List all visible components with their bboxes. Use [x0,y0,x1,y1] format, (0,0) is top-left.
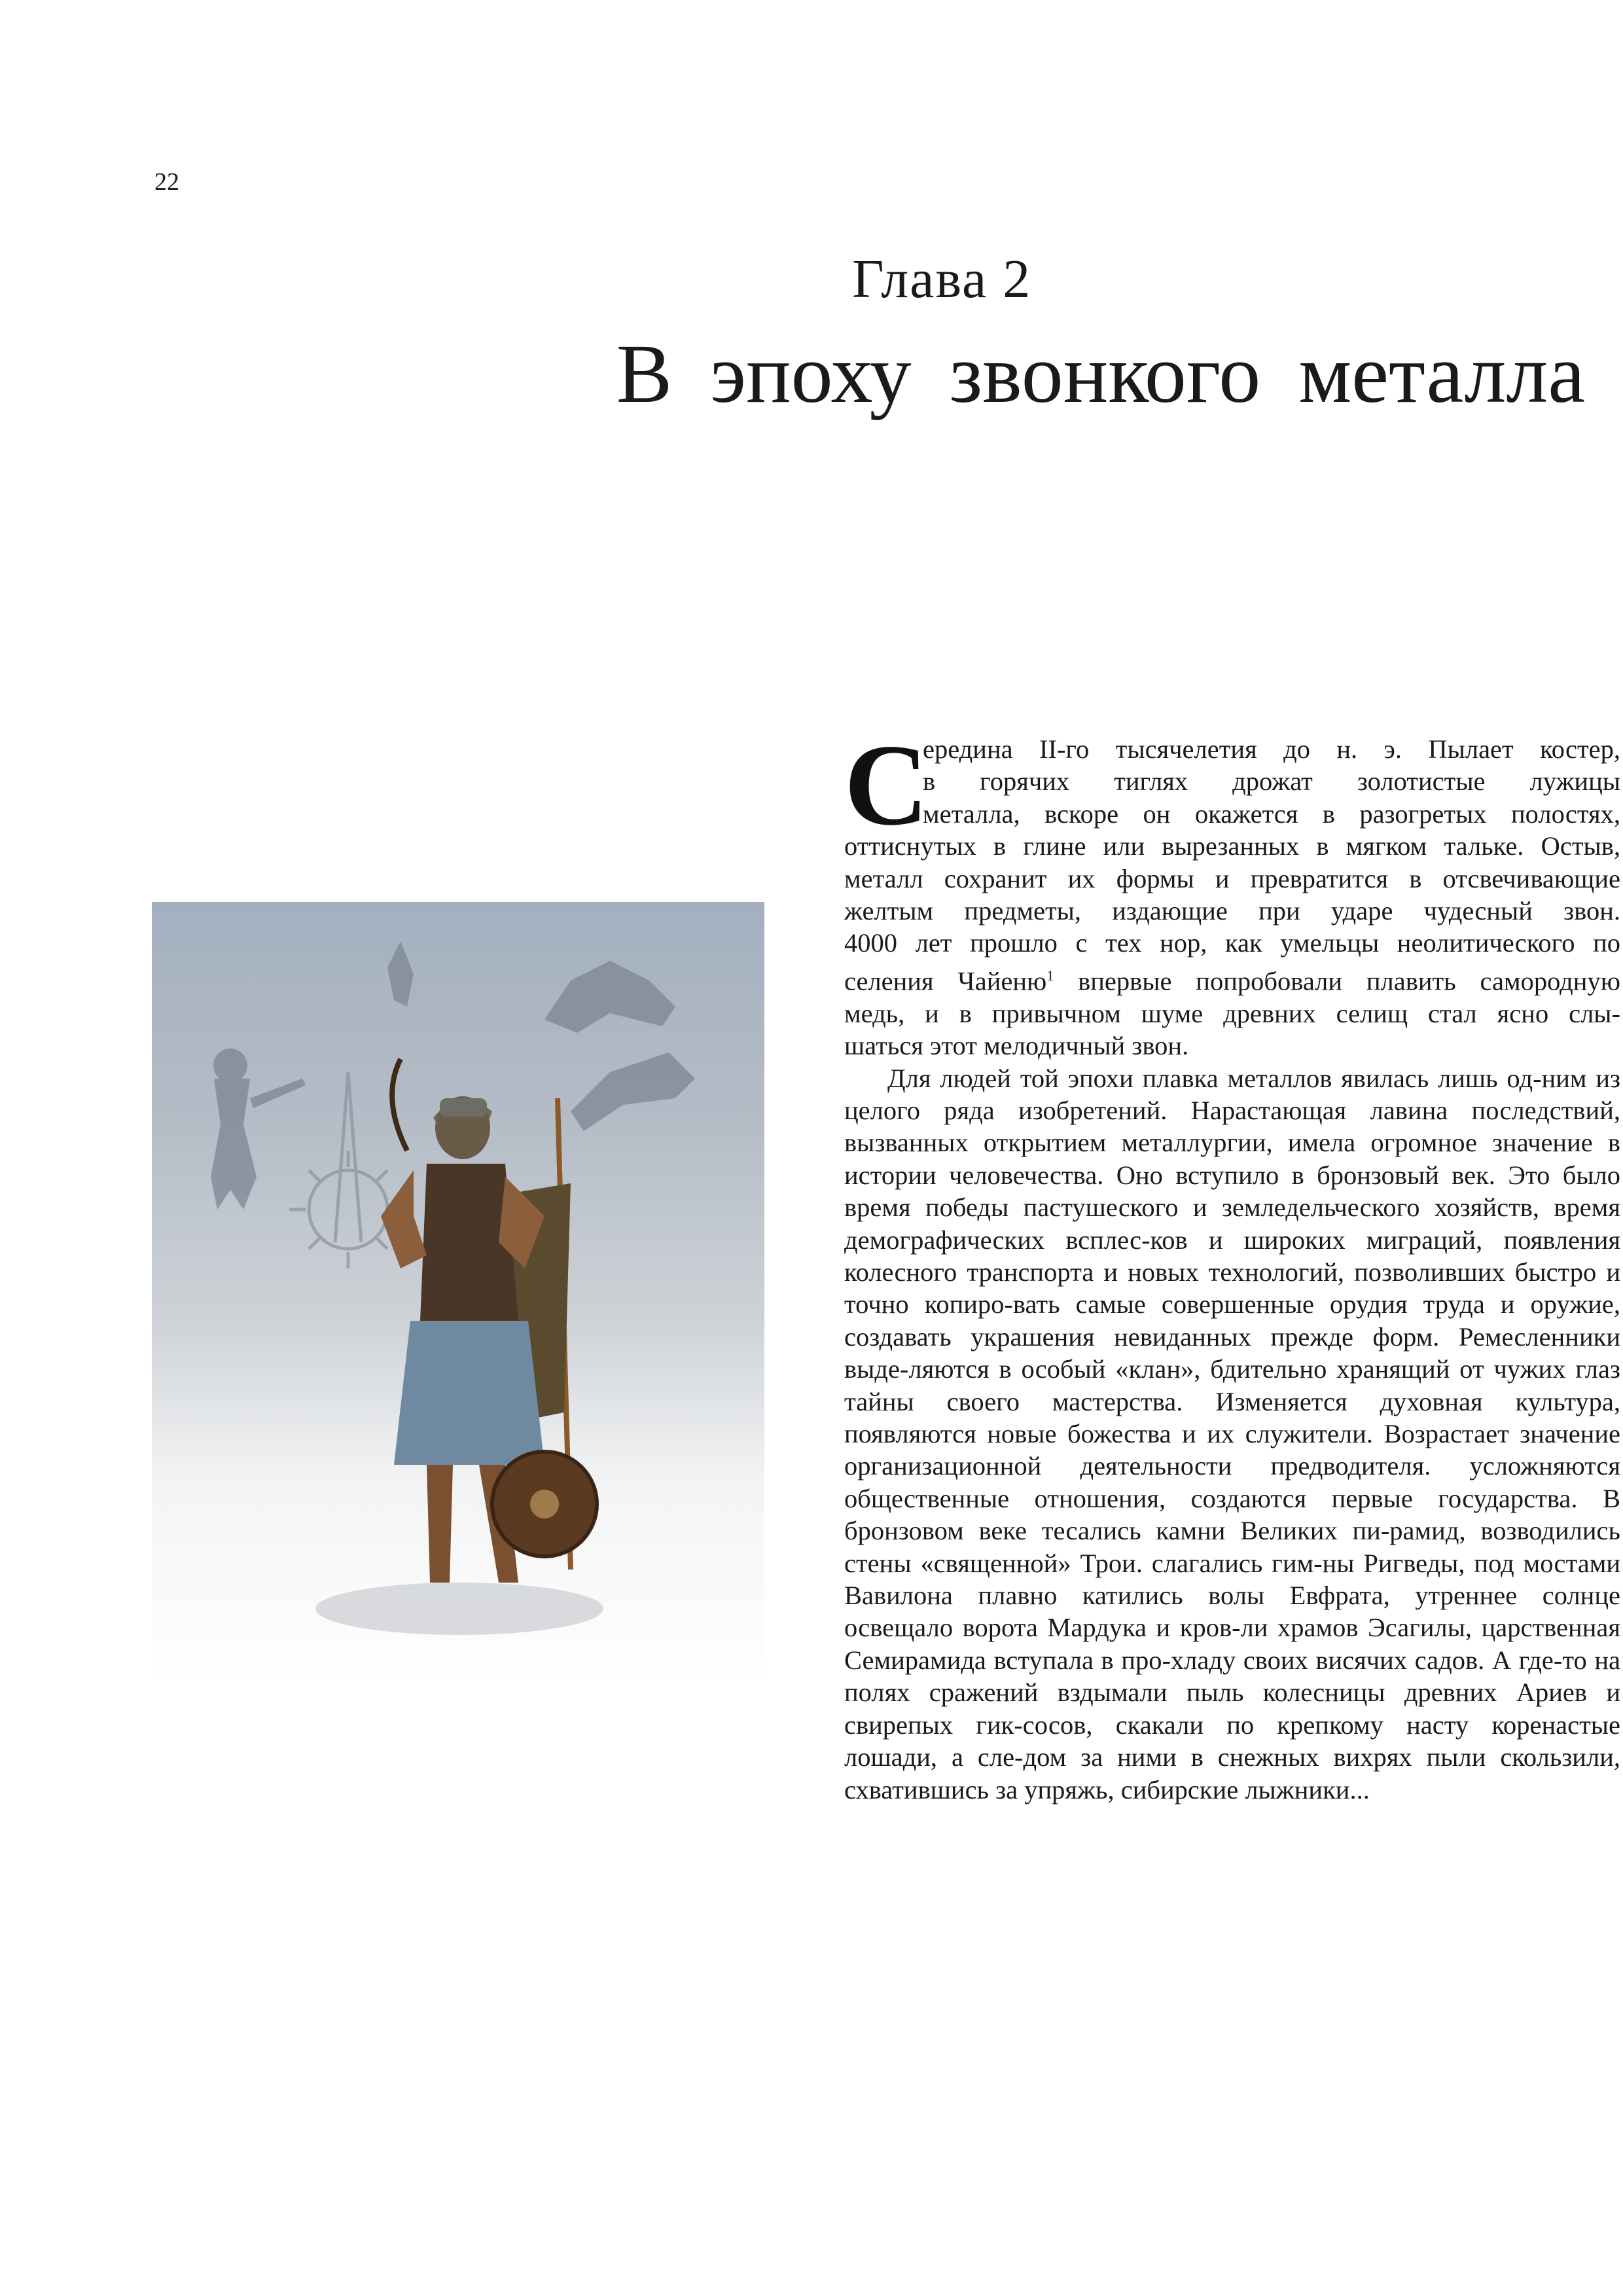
chapter-label: Глава 2 [852,249,1032,310]
page-number: 22 [154,168,179,196]
opening-paragraph [844,733,1620,1062]
illustration [152,902,764,1686]
paragraph-line: металла, вскоре он окажется в разогретых полостях, [923,798,1620,829]
warrior-figure [381,1059,597,1583]
body-text [844,720,1620,1806]
paragraph-line: металл сохранит их формы и превратится в отсвечивающие [844,863,1620,893]
paragraph-line: шаться этот мелодичный звон. [844,1031,1189,1061]
paragraph-line: в горячих тиглях дрожат золотистые лужицы [923,766,1620,797]
paragraph-line: оттиснутых в глине или вырезанных в мягком тальке. Остыв, [844,831,1620,861]
paragraph-line: желтым предметы, издающие при ударе чудесный звон. [844,896,1620,926]
drop-cap: С [844,720,929,850]
line-text: впервые попробовали плавить самородную [1054,966,1620,996]
bronze-age-warrior-with-rock-art-illustration [152,902,764,1686]
paragraph-line: ередина II-го тысячелетия до н. э. Пылает костер, [923,734,1620,764]
paragraph-line: медь, и в привычном шуме древних селищ стал ясно слы- [844,998,1620,1028]
paragraph-line: 4000 лет прошло с тех нор, как умельцы неолитического по [844,928,1620,958]
chapter-title: В эпоху звонкого металла [616,327,1585,420]
sun-glyph [289,1072,407,1268]
second-paragraph: Для людей той эпохи плавка металлов явилась лишь од-ним из целого ряда изобретений. Нарастающая лавина последствий, вызванных открытием металлургии, имела огромное значение в истории человечества. Оно вступило в бронзовый век. Это было время победы пастушеского и земледельческого хозяйств, время демографических всплес-ков и широких миграций, появления колесного транспорта и новых технологий, позволивших быстро и точно копиро-вать самые совершенные орудия труда и оружие, создавать украшения невиданных прежде форм. Ремесленники выде-ляются в особый «клан», бдительно хранящий от чужих глаз тайны своего мастерства. Изменяется духовная культура, появляются новые божества и их служители. Возрастает значение организационной деятельности предводителя. усложняются общественные отношения, создаются первые государства. В бронзовом веке тесались камни Великих пи-рамид, возводились стены «священной» Трои. слагались гим-ны Ригведы, под мостами Вавилона плавно катились волы Евфрата, утреннее солнце освещало ворота Мардука и кров-ли храмов Эсагилы, царственная Семирамида вступала в про-хладу своих висячих садов. А где-то на полях сражений вздымали пыль колесницы древних Ариев и свирепых гик-сосов, скакали по крепкому насту коренастые лошади, а сле-дом за ними в снежных вихрях пыли скользили, схватившись за упряжь, сибирские лыжники... [844,1063,1620,1804]
paragraph-line [844,960,1620,997]
footnote-marker: 1 [1046,967,1054,984]
line-text: селения Чайеню [844,966,1047,996]
